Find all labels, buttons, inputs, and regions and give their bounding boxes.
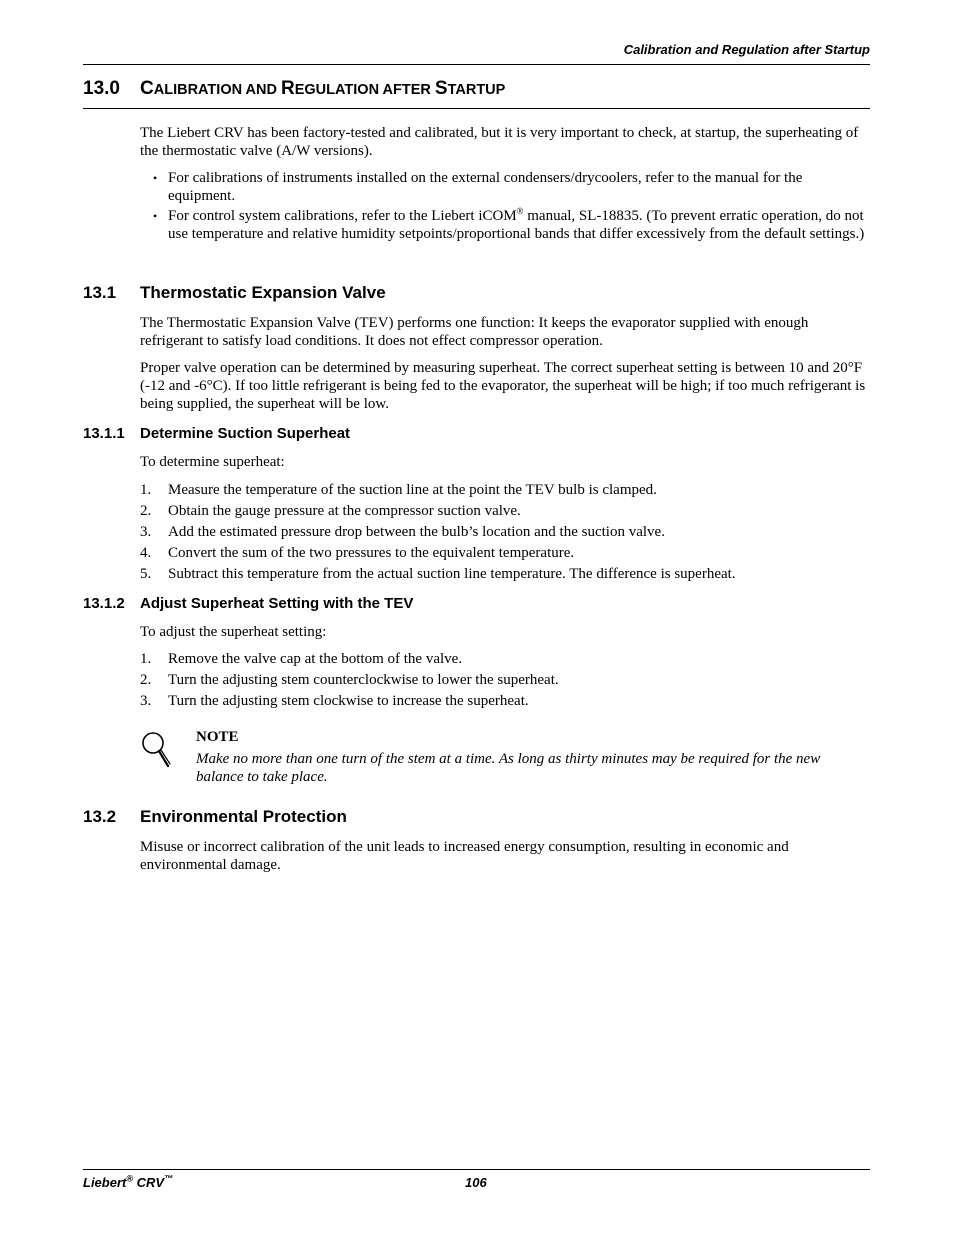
- list-item: 4. Convert the sum of the two pressures to the equivalent temperature.: [140, 545, 575, 561]
- note-label: NOTE: [196, 729, 239, 745]
- bullet-mark: •: [153, 171, 158, 185]
- section-title: Determine Suction Superheat: [140, 425, 351, 442]
- section-title-cap: C: [140, 78, 154, 99]
- list-item: 5. Subtract this temperature from the actual suction line temperature. The difference is superheat.: [140, 566, 736, 582]
- list-item: 1. Measure the temperature of the suction line at the point the TEV bulb is clamped.: [140, 482, 657, 498]
- section-number: 13.1: [83, 283, 117, 302]
- intro-paragraph: The Liebert CRV has been factory-tested and calibrated, but it is very important to check, at startup, the superheating of the thermostatic valve (A/W versions).: [140, 125, 859, 159]
- tev-paragraph-2: Proper valve operation can be determined by measuring superheat. The correct superheat setting is between 10 and 20°F (-12 and -6°C). If too little refrigerant is being fed to the evaporator, the superheat will be high; if too much refrigerant is being supplied, the superheat will be low.: [140, 360, 866, 412]
- environment-paragraph: Misuse or incorrect calibration of the unit leads to increased energy consumption, resulting in economic and environmental damage.: [140, 839, 789, 873]
- header-rule: [83, 64, 870, 65]
- footer-product: Liebert® CRV™: [83, 1173, 174, 1190]
- section-title-small: TARTUP: [447, 82, 506, 98]
- magnifier-icon: [140, 731, 174, 771]
- note-text: Make no more than one turn of the stem at a time. As long as thirty minutes may be required for the new balance to take place.: [196, 751, 821, 785]
- list-item: 3. Add the estimated pressure drop between the bulb’s location and the suction valve.: [140, 524, 665, 540]
- bullet-mark: •: [153, 209, 158, 223]
- section-title: Adjust Superheat Setting with the TEV: [140, 595, 414, 612]
- bullet-text: For calibrations of instruments installed on the external condensers/drycoolers, refer to the manual for the equipment.: [168, 170, 803, 204]
- section-title: Thermostatic Expansion Valve: [140, 283, 386, 302]
- section-number: 13.1.2: [83, 595, 125, 612]
- section-heading-13-1: [83, 283, 386, 303]
- section-heading-13-1-1: [83, 425, 350, 442]
- section-heading-13-1-2: [83, 595, 413, 612]
- list-item: 3. Turn the adjusting stem clockwise to increase the superheat.: [140, 693, 529, 709]
- section-title-small: EGULATION AFTER: [294, 82, 435, 98]
- running-header: Calibration and Regulation after Startup: [623, 42, 870, 57]
- section-heading-13-2: [83, 807, 347, 827]
- superheat-steps: [140, 481, 870, 583]
- section-number: 13.2: [83, 807, 117, 826]
- list-item: [140, 207, 870, 243]
- adjust-lead: To adjust the superheat setting:: [140, 624, 327, 640]
- footer-rule: [83, 1169, 870, 1170]
- list-item: [140, 169, 870, 205]
- list-item: 1. Remove the valve cap at the bottom of the valve.: [140, 651, 463, 667]
- section-title-small: ALIBRATION AND: [153, 82, 281, 98]
- page-number: 106: [465, 1175, 487, 1190]
- adjust-steps: [140, 650, 870, 710]
- section-title-cap: R: [281, 78, 295, 99]
- list-item: 2. Obtain the gauge pressure at the compressor suction valve.: [140, 503, 521, 519]
- section-heading-13-0: [83, 78, 505, 100]
- section-number: 13.1.1: [83, 425, 125, 442]
- list-item: 2. Turn the adjusting stem counterclockwise to lower the superheat.: [140, 672, 559, 688]
- heading-rule: [83, 108, 870, 109]
- section-title-cap: S: [434, 78, 448, 99]
- section-number: 13.0: [83, 78, 120, 99]
- section-title: Environmental Protection: [140, 807, 347, 826]
- superheat-lead: To determine superheat:: [140, 454, 285, 470]
- tev-paragraph-1: The Thermostatic Expansion Valve (TEV) performs one function: It keeps the evaporator supplied with enough refrigerant to satisfy load conditions. It does not effect compressor operation.: [140, 315, 809, 349]
- calibration-bullets: [140, 169, 870, 243]
- bullet-text: For control system calibrations, refer to the Liebert iCOM® manual, SL-18835. (To prevent erratic operation, do not use temperature and relative humidity setpoints/proportional bands that differ excessively from the default settings.): [168, 206, 865, 242]
